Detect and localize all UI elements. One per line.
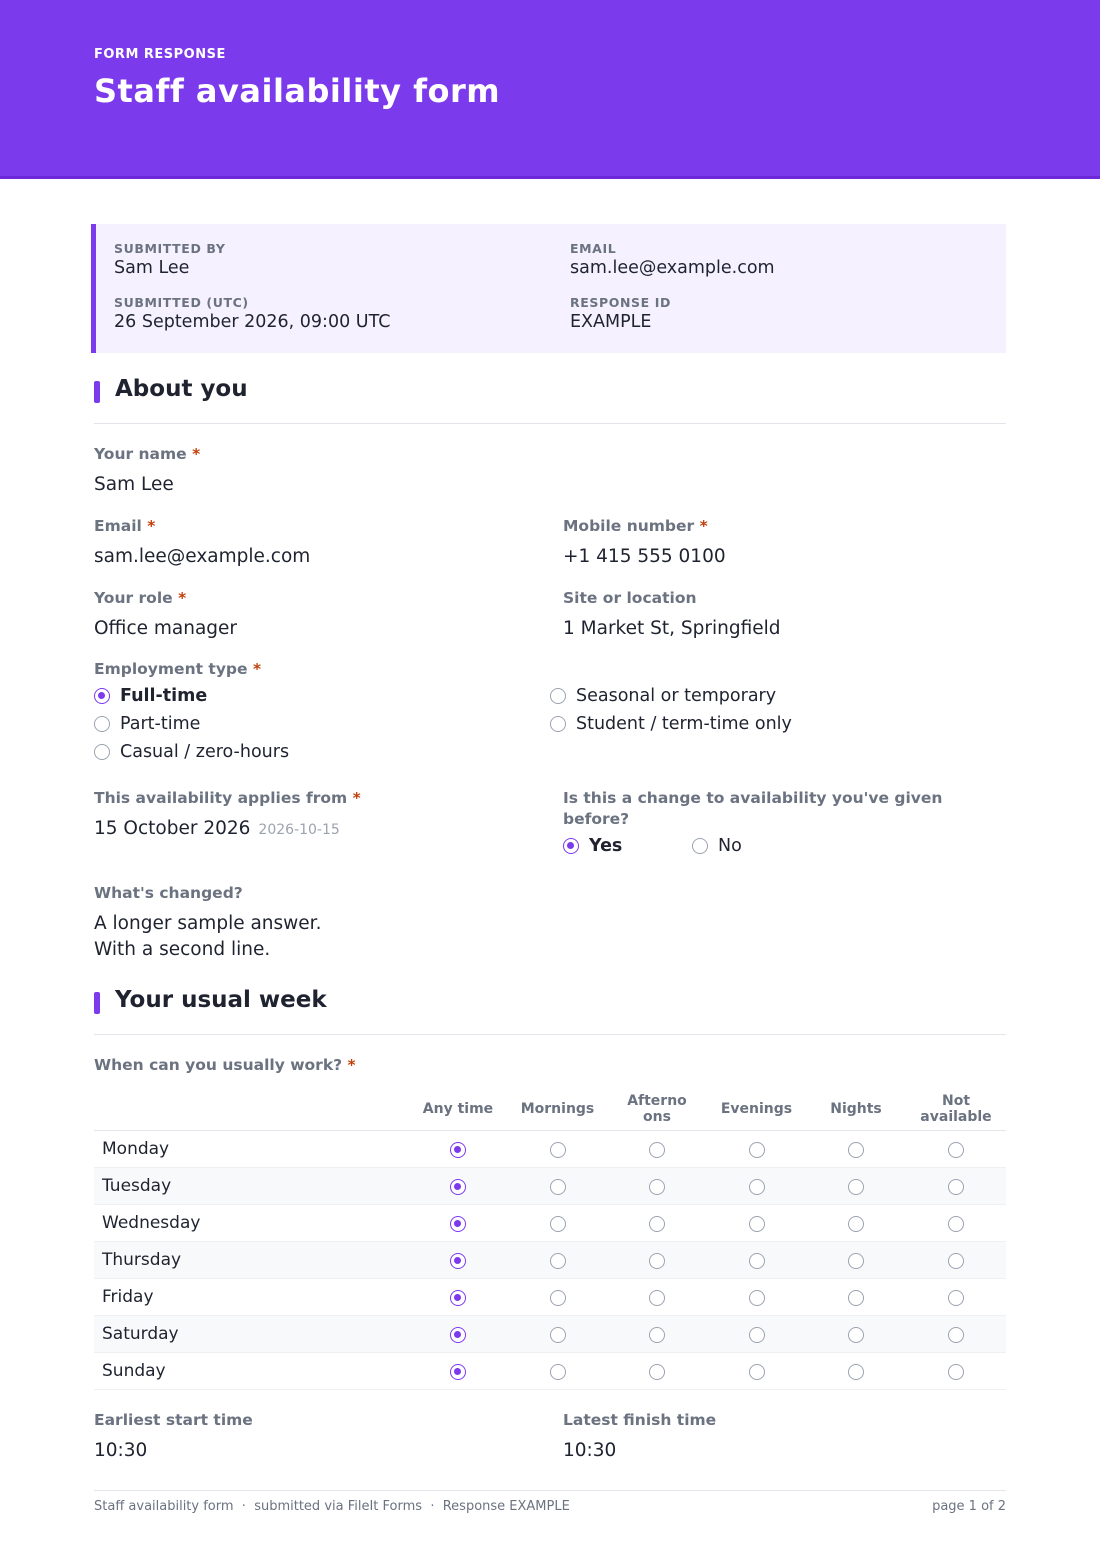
field-label: Latest finish time bbox=[563, 1411, 717, 1429]
radio-empty-icon bbox=[550, 1327, 566, 1343]
grid-cell bbox=[906, 1315, 1006, 1352]
grid-cell bbox=[408, 1315, 508, 1352]
grid-cell bbox=[607, 1352, 707, 1389]
radio-empty-icon bbox=[550, 1216, 566, 1232]
answer-line: With a second line. bbox=[94, 939, 271, 960]
grid-cell bbox=[408, 1352, 508, 1389]
radio-empty-icon bbox=[550, 1290, 566, 1306]
meta-label: EMAIL bbox=[570, 241, 617, 256]
grid-cell bbox=[707, 1278, 806, 1315]
grid-cell bbox=[408, 1204, 508, 1241]
radio-empty-icon bbox=[649, 1290, 665, 1306]
section-title: About you bbox=[115, 376, 248, 402]
field-value: 10:30 bbox=[563, 1440, 617, 1461]
field-label: What's changed? bbox=[94, 884, 243, 902]
grid-cell bbox=[508, 1167, 607, 1204]
radio-empty-icon bbox=[94, 716, 110, 732]
field-label: When can you usually work? * bbox=[94, 1056, 356, 1074]
footer-left: Staff availability form · submitted via FileIt Forms · Response EXAMPLE bbox=[94, 1499, 570, 1514]
grid-row-day: Monday bbox=[94, 1130, 408, 1167]
radio-empty-icon bbox=[749, 1179, 765, 1195]
section-about-heading bbox=[94, 376, 1006, 424]
meta-value: 26 September 2026, 09:00 UTC bbox=[114, 312, 391, 332]
field-value: +1 415 555 0100 bbox=[563, 546, 726, 567]
radio-selected-icon bbox=[450, 1290, 466, 1306]
field-latest-finish bbox=[563, 1410, 716, 1464]
grid-cell bbox=[607, 1204, 707, 1241]
radio-selected-icon bbox=[563, 838, 579, 854]
grid-cell bbox=[508, 1352, 607, 1389]
meta-value: EXAMPLE bbox=[570, 312, 652, 332]
radio-empty-icon bbox=[550, 1253, 566, 1269]
section-week-heading bbox=[94, 987, 1006, 1035]
section-accent-bar bbox=[94, 992, 100, 1014]
grid-cell bbox=[806, 1167, 906, 1204]
change-option-no: No bbox=[692, 834, 742, 858]
employment-option-seasonal: Seasonal or temporary bbox=[550, 684, 776, 708]
radio-empty-icon bbox=[848, 1216, 864, 1232]
grid-cell bbox=[508, 1241, 607, 1278]
radio-empty-icon bbox=[649, 1327, 665, 1343]
radio-empty-icon bbox=[749, 1290, 765, 1306]
grid-cell bbox=[707, 1204, 806, 1241]
grid-cell bbox=[906, 1278, 1006, 1315]
field-label: Mobile number * bbox=[563, 517, 708, 535]
radio-empty-icon bbox=[94, 744, 110, 760]
grid-column-header: Evenings bbox=[707, 1088, 806, 1130]
meta-email bbox=[570, 241, 775, 278]
field-value: 10:30 bbox=[94, 1440, 148, 1461]
field-applies-from bbox=[94, 788, 361, 843]
grid-row-day: Wednesday bbox=[94, 1204, 408, 1241]
radio-empty-icon bbox=[948, 1253, 964, 1269]
grid-cell bbox=[508, 1278, 607, 1315]
grid-cell bbox=[707, 1352, 806, 1389]
radio-empty-icon bbox=[749, 1216, 765, 1232]
grid-column-header: Mornings bbox=[508, 1088, 607, 1130]
grid-cell bbox=[607, 1241, 707, 1278]
grid-row bbox=[94, 1130, 1006, 1167]
required-mark: * bbox=[699, 517, 708, 535]
radio-empty-icon bbox=[848, 1179, 864, 1195]
employment-option-part-time: Part-time bbox=[94, 712, 200, 736]
meta-submitted-by bbox=[114, 241, 225, 278]
radio-empty-icon bbox=[649, 1216, 665, 1232]
field-whats-changed bbox=[94, 883, 321, 963]
grid-column-header: Afternoons bbox=[607, 1088, 707, 1130]
grid-cell bbox=[408, 1278, 508, 1315]
grid-cell bbox=[906, 1352, 1006, 1389]
grid-cell bbox=[607, 1167, 707, 1204]
field-value: 1 Market St, Springfield bbox=[563, 618, 781, 639]
field-value: 15 October 2026 2026-10-15 bbox=[94, 818, 340, 839]
field-label: Email * bbox=[94, 517, 156, 535]
grid-cell bbox=[806, 1130, 906, 1167]
grid-cell bbox=[607, 1278, 707, 1315]
header-eyebrow: FORM RESPONSE bbox=[94, 47, 226, 62]
radio-selected-icon bbox=[450, 1142, 466, 1158]
meta-value: Sam Lee bbox=[114, 258, 190, 278]
radio-empty-icon bbox=[948, 1364, 964, 1380]
radio-empty-icon bbox=[550, 716, 566, 732]
grid-row bbox=[94, 1204, 1006, 1241]
grid-cell bbox=[806, 1204, 906, 1241]
employment-option-student: Student / term-time only bbox=[550, 712, 792, 736]
iso-date: 2026-10-15 bbox=[258, 822, 340, 838]
grid-cell bbox=[707, 1167, 806, 1204]
grid-cell bbox=[508, 1130, 607, 1167]
grid-row-day: Thursday bbox=[94, 1241, 408, 1278]
radio-empty-icon bbox=[749, 1364, 765, 1380]
grid-row bbox=[94, 1167, 1006, 1204]
required-mark: * bbox=[147, 517, 156, 535]
field-email bbox=[94, 516, 310, 570]
meta-submitted-utc bbox=[114, 295, 390, 332]
required-mark: * bbox=[352, 789, 361, 807]
field-value: sam.lee@example.com bbox=[94, 546, 311, 567]
change-option-yes: Yes bbox=[563, 834, 622, 858]
field-label: Site or location bbox=[563, 589, 697, 607]
grid-cell bbox=[806, 1352, 906, 1389]
meta-value: sam.lee@example.com bbox=[570, 258, 775, 278]
page-number: page 1 of 2 bbox=[932, 1499, 1006, 1514]
grid-cell bbox=[508, 1315, 607, 1352]
radio-empty-icon bbox=[649, 1364, 665, 1380]
radio-empty-icon bbox=[550, 1179, 566, 1195]
section-accent-bar bbox=[94, 381, 100, 403]
radio-selected-icon bbox=[450, 1179, 466, 1195]
grid-column-header: Not available bbox=[906, 1088, 1006, 1130]
grid-cell bbox=[707, 1130, 806, 1167]
radio-empty-icon bbox=[649, 1142, 665, 1158]
grid-cell bbox=[806, 1241, 906, 1278]
grid-cell bbox=[806, 1315, 906, 1352]
grid-cell bbox=[607, 1315, 707, 1352]
radio-empty-icon bbox=[948, 1216, 964, 1232]
radio-empty-icon bbox=[550, 688, 566, 704]
grid-row-day: Friday bbox=[94, 1278, 408, 1315]
grid-cell bbox=[607, 1130, 707, 1167]
grid-cell bbox=[408, 1130, 508, 1167]
radio-empty-icon bbox=[948, 1327, 964, 1343]
required-mark: * bbox=[192, 445, 201, 463]
field-week-label bbox=[94, 1055, 356, 1076]
form-header bbox=[0, 0, 1100, 179]
employment-option-casual: Casual / zero-hours bbox=[94, 740, 289, 764]
field-label: Earliest start time bbox=[94, 1411, 253, 1429]
required-mark: * bbox=[347, 1056, 356, 1074]
field-label: Your role * bbox=[94, 589, 187, 607]
section-title: Your usual week bbox=[115, 987, 327, 1013]
grid-cell bbox=[906, 1241, 1006, 1278]
grid-row bbox=[94, 1241, 1006, 1278]
grid-row bbox=[94, 1315, 1006, 1352]
grid-cell bbox=[408, 1167, 508, 1204]
required-mark: * bbox=[252, 660, 262, 678]
employment-option-full-time: Full-time bbox=[94, 684, 207, 708]
field-change bbox=[563, 788, 983, 830]
radio-empty-icon bbox=[948, 1179, 964, 1195]
radio-empty-icon bbox=[649, 1253, 665, 1269]
field-value: Sam Lee bbox=[94, 474, 174, 495]
radio-empty-icon bbox=[550, 1142, 566, 1158]
field-name bbox=[94, 444, 200, 498]
field-value bbox=[94, 911, 321, 963]
meta-label: SUBMITTED (UTC) bbox=[114, 295, 249, 310]
radio-selected-icon bbox=[94, 688, 110, 704]
field-label: Employment type * bbox=[94, 660, 262, 678]
radio-empty-icon bbox=[749, 1142, 765, 1158]
radio-empty-icon bbox=[692, 838, 708, 854]
meta-label: RESPONSE ID bbox=[570, 295, 671, 310]
grid-cell bbox=[806, 1278, 906, 1315]
radio-selected-icon bbox=[450, 1327, 466, 1343]
grid-cell bbox=[408, 1241, 508, 1278]
grid-row bbox=[94, 1278, 1006, 1315]
grid-header-row bbox=[94, 1088, 1006, 1130]
radio-empty-icon bbox=[848, 1290, 864, 1306]
grid-column-header: Nights bbox=[806, 1088, 906, 1130]
field-employment bbox=[94, 659, 261, 680]
grid-cell bbox=[707, 1315, 806, 1352]
grid-corner bbox=[94, 1088, 408, 1130]
meta-response-id bbox=[570, 295, 671, 332]
field-mobile bbox=[563, 516, 726, 570]
field-site bbox=[563, 588, 781, 642]
grid-cell bbox=[906, 1130, 1006, 1167]
grid-row-day: Tuesday bbox=[94, 1167, 408, 1204]
meta-label: SUBMITTED BY bbox=[114, 241, 226, 256]
radio-empty-icon bbox=[749, 1327, 765, 1343]
field-value: Office manager bbox=[94, 618, 238, 639]
radio-empty-icon bbox=[550, 1364, 566, 1380]
submission-meta bbox=[91, 224, 1006, 353]
radio-empty-icon bbox=[848, 1327, 864, 1343]
radio-selected-icon bbox=[450, 1364, 466, 1380]
availability-grid bbox=[94, 1088, 1006, 1390]
form-title: Staff availability form bbox=[94, 72, 501, 110]
field-label: Your name * bbox=[94, 445, 201, 463]
radio-selected-icon bbox=[450, 1216, 466, 1232]
grid-row-day: Saturday bbox=[94, 1315, 408, 1352]
radio-empty-icon bbox=[848, 1142, 864, 1158]
grid-cell bbox=[508, 1204, 607, 1241]
radio-empty-icon bbox=[948, 1142, 964, 1158]
grid-cell bbox=[906, 1204, 1006, 1241]
radio-empty-icon bbox=[649, 1179, 665, 1195]
radio-empty-icon bbox=[749, 1253, 765, 1269]
field-label: Is this a change to availability you've given before? bbox=[563, 789, 943, 828]
grid-row-day: Sunday bbox=[94, 1352, 408, 1389]
answer-line: A longer sample answer. bbox=[94, 913, 322, 934]
grid-cell bbox=[707, 1241, 806, 1278]
radio-empty-icon bbox=[848, 1253, 864, 1269]
radio-selected-icon bbox=[450, 1253, 466, 1269]
field-earliest-start bbox=[94, 1410, 253, 1464]
required-mark: * bbox=[178, 589, 187, 607]
page-footer bbox=[94, 1490, 1006, 1514]
grid-column-header: Any time bbox=[408, 1088, 508, 1130]
field-role bbox=[94, 588, 237, 642]
radio-empty-icon bbox=[848, 1364, 864, 1380]
grid-cell bbox=[906, 1167, 1006, 1204]
grid-row bbox=[94, 1352, 1006, 1389]
field-label: This availability applies from * bbox=[94, 789, 361, 807]
radio-empty-icon bbox=[948, 1290, 964, 1306]
